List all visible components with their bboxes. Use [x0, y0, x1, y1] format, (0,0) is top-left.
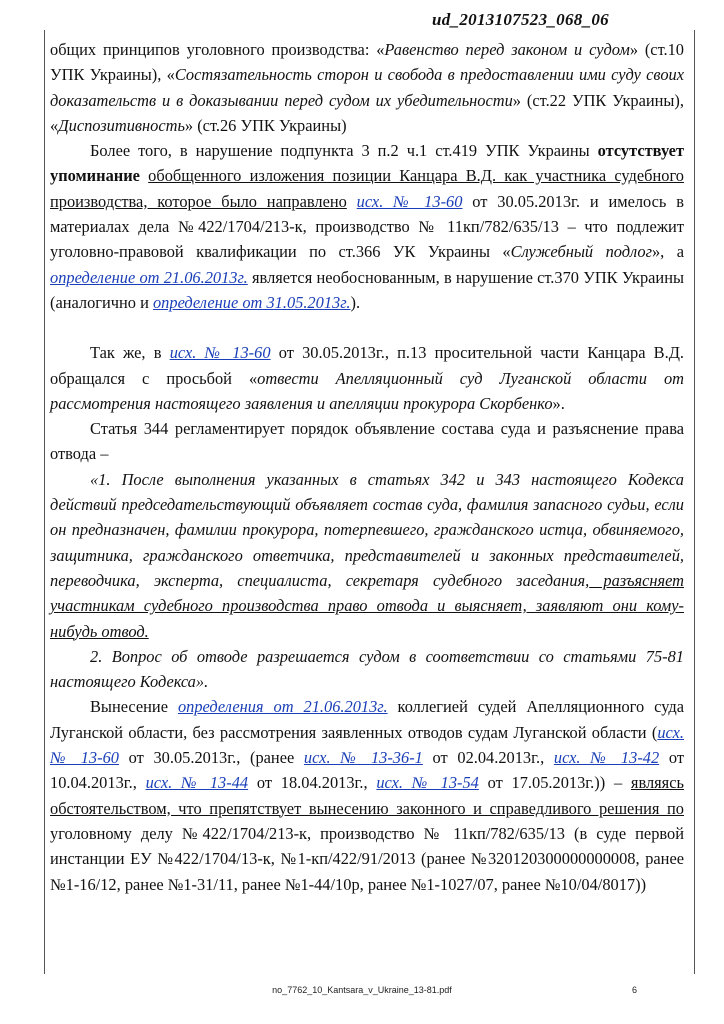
link-ref-13-44[interactable]: исх. № 13-44: [145, 773, 249, 793]
quote: Состязательность сторон и свобода в предоставлении ими суду своих доказательств и в доказывании перед судом их убедительности: [50, 65, 684, 110]
text: от 18.04.2013г.,: [248, 773, 377, 793]
text: [140, 166, 148, 185]
quote: «1. После выполнения указанных в статьях 342 и 343 настоящего Кодекса действий председательствующий объявляет состав суда, фамилия запасного судьи, если он предназначен, фамилии прокурора, потерпевшего, гражданского истца, обвиняемого, защитника, гражданского ответчика, представителей и законных представителей, переводчика, эксперта, специалиста, секретаря судебного заседания,: [50, 469, 684, 590]
right-margin-line: [694, 30, 695, 974]
document-body: [50, 37, 684, 897]
paragraph-violation: [50, 138, 684, 315]
text: [347, 192, 357, 211]
case-id-header: ud_2013107523_068_06: [432, 10, 609, 29]
link-ref-13-60[interactable]: исх. № 13-60: [50, 722, 684, 768]
text: общих принципов уголовного производства: «: [50, 40, 385, 59]
underlined-text: обобщенного изложения позиции Канцара В.Д. как участника судебного производства, которое было направлено: [50, 166, 684, 211]
paragraph-request: [50, 340, 684, 416]
link-ref-13-60[interactable]: исх. № 13-60: [169, 343, 271, 363]
paragraph-article-quote-1: [50, 467, 684, 644]
underlined-quote: разъясняет участникам судебного производства право отвода и выясняет, заявляют они кому-нибудь отвод.: [50, 570, 684, 641]
text: коллегией судей Апелляционного суда Луганской области, без рассмотрения заявленных отводов судам Луганской области (: [50, 697, 684, 742]
left-margin-line: [44, 30, 45, 974]
quote: отвести Апелляционный суд Луганской области от рассмотрения настоящего заявления и апелляции прокурора Скорбенко: [50, 368, 684, 413]
text: от 10.04.2013г.,: [50, 748, 684, 793]
paragraph-ruling: [50, 694, 684, 896]
link-ref-13-42[interactable]: исх. № 13-42: [553, 748, 660, 768]
text: от 30.05.2013г., п.13 просительной части Канцара В.Д. обращался с просьбой «: [50, 343, 684, 388]
paragraph-article-quote-2: [50, 644, 684, 695]
text: уголовному делу №422/1704/213-к, производство № 11кп/782/635/13 (в суде первой инстанции ЕУ №422/1704/13-к, №1-кп/422/91/2013 (ранее №320120300000000008, ранее №1-16/12, ранее №1-31/11, ранее №1-44/10р, ранее №1-1027/07, ранее №10/04/8017)): [50, 823, 684, 894]
link-ref-13-60[interactable]: исх. № 13-60: [356, 191, 463, 211]
paragraph-principles: [50, 37, 684, 138]
text: от 30.05.2013г. и имелось в материалах дела №422/1704/213-к, производство № 11кп/782/635/13 – что подлежит уголовно-правовой квалификации по ст.366 УК Украины «: [50, 191, 684, 262]
link-ref-13-36-1[interactable]: исх. № 13-36-1: [303, 748, 423, 768]
text: », а: [651, 242, 684, 262]
paragraph-article-344: Статья 344 регламентирует порядок объявление состава суда и разъяснение права отвода –: [50, 419, 684, 464]
paragraph-spacer: [50, 315, 684, 340]
text: » (ст.10 УПК Украины), «: [50, 40, 684, 85]
quote: Диспозитивность: [58, 115, 185, 135]
link-ruling-31-05-2013[interactable]: определение от 31.05.2013г.: [152, 292, 351, 312]
text: ».: [552, 393, 565, 413]
text: Более того, в нарушение подпункта 3 п.2 ч.1 ст.419 УПК Украины: [90, 141, 598, 161]
footer-filename: no_7762_10_Kantsara_v_Ukraine_13-81.pdf: [272, 985, 452, 995]
text: Вынесение: [90, 697, 178, 717]
text: является необоснованным, в нарушение ст.370 УПК Украины (аналогично и: [50, 267, 684, 312]
text: ).: [350, 292, 361, 312]
text: от 02.04.2013г.,: [422, 748, 554, 768]
bold-text: отсутствует упоминание: [50, 141, 684, 186]
underlined-text: являясь обстоятельством, что препятствует вынесению законного и справедливого решения по: [50, 773, 684, 818]
footer-page-number: 6: [632, 985, 638, 995]
text: » (ст.22 УПК Украины), «: [50, 90, 684, 135]
link-ref-13-54[interactable]: исх. № 13-54: [376, 773, 479, 793]
text: » (ст.26 УПК Украины): [184, 115, 347, 135]
text: от 30.05.2013г., (ранее: [118, 748, 304, 768]
text: Так же, в: [90, 343, 170, 363]
link-ruling-21-06-2013[interactable]: определения от 21.06.2013г.: [177, 697, 388, 717]
quote: Служебный подлог: [510, 242, 652, 262]
quote: Равенство перед законом и судом: [384, 40, 630, 59]
quote: 2. Вопрос об отводе разрешается судом в соответствии со статьями 75-81 настоящего Кодекса».: [50, 646, 684, 692]
link-ruling-21-06-2013[interactable]: определение от 21.06.2013г.: [50, 267, 248, 287]
text: от 17.05.2013г.)) –: [478, 773, 631, 793]
